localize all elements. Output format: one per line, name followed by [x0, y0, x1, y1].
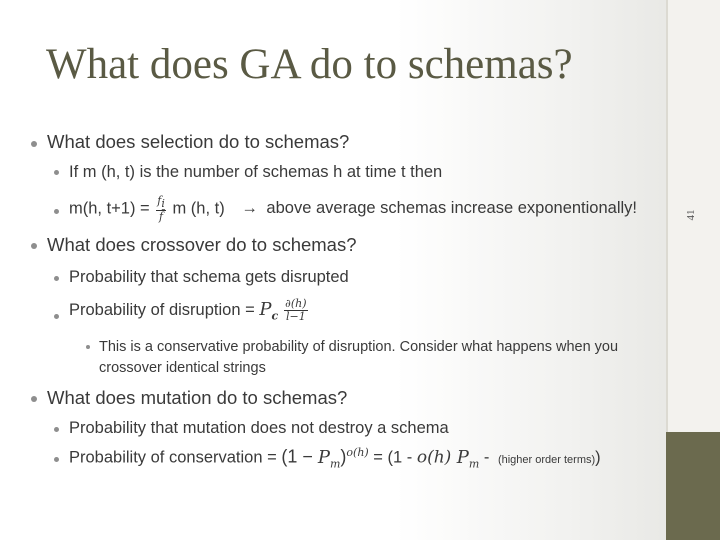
mutation-line-1: Probability that mutation does not destroy a schema [69, 419, 449, 437]
bullet-icon [31, 141, 37, 147]
bullet-icon [54, 427, 59, 432]
mutation-formula-prefix: Probability of conservation = [69, 448, 282, 467]
selection-line-1: If m (h, t) is the number of schemas h at time t then [69, 163, 443, 181]
selection-heading: What does selection do to schemas? [47, 131, 350, 152]
bullet-icon [54, 209, 59, 214]
mutation-heading: What does mutation do to schemas? [47, 387, 348, 408]
crossover-pc: P [259, 298, 272, 320]
fraction-denominator: l−1 [285, 310, 306, 323]
selection-conclusion: above average schemas increase exponentionally! [266, 199, 637, 218]
sidebar-accent-block [666, 432, 720, 540]
crossover-line-1: Probability that schema gets disrupted [69, 268, 349, 286]
bullet-icon [86, 345, 90, 349]
fraction-numerator: ∂(h) [285, 297, 307, 310]
mutation-formula-close: ) [340, 446, 347, 467]
fraction-numerator: f [157, 194, 162, 207]
mutation-oh: o(h) [416, 447, 457, 468]
crossover-pc-sub: c [271, 309, 279, 323]
bullet-icon [31, 243, 37, 249]
crossover-note-line-1: This is a conservative probability of disruption. Consider what happens when you [99, 339, 619, 355]
bullet-icon [54, 457, 59, 462]
mutation-line-2 [69, 446, 601, 470]
fraction-numerator-sub: i [161, 197, 165, 211]
slide-title: What does GA do to schemas? [46, 41, 573, 88]
bullet-icon [54, 170, 59, 175]
bullet-icon [54, 276, 59, 281]
crossover-heading: What does crossover do to schemas? [47, 234, 357, 255]
crossover-fraction [284, 298, 307, 323]
mutation-pm: P [317, 446, 330, 468]
mutation-formula-open: (1 − [281, 446, 318, 467]
mutation-pm2: P [456, 446, 469, 468]
bullet-icon [31, 396, 37, 402]
mutation-equals: = (1 - [368, 448, 417, 467]
mutation-pm2-sub: m [468, 457, 480, 471]
bullet-icon [54, 314, 59, 319]
arrow-right-icon: → [241, 199, 258, 218]
fraction-denominator: f̄ [159, 210, 164, 224]
crossover-line-2 [69, 298, 310, 323]
crossover-formula-prefix: Probability of disruption = [69, 300, 260, 319]
mutation-close: ) [595, 448, 601, 467]
selection-formula-mid: m (h, t) [167, 199, 225, 218]
slide-number: 41 [685, 209, 697, 221]
crossover-note-line-2: crossover identical strings [99, 360, 266, 376]
selection-fraction [156, 195, 166, 223]
mutation-higher-order: (higher order terms) [497, 453, 596, 466]
selection-formula-prefix: m(h, t+1) = [69, 199, 155, 218]
selection-line-2 [69, 195, 637, 223]
mutation-pm-sub: m [329, 457, 341, 471]
mutation-dash: - [479, 448, 494, 467]
mutation-exponent: o(h) [346, 446, 369, 459]
